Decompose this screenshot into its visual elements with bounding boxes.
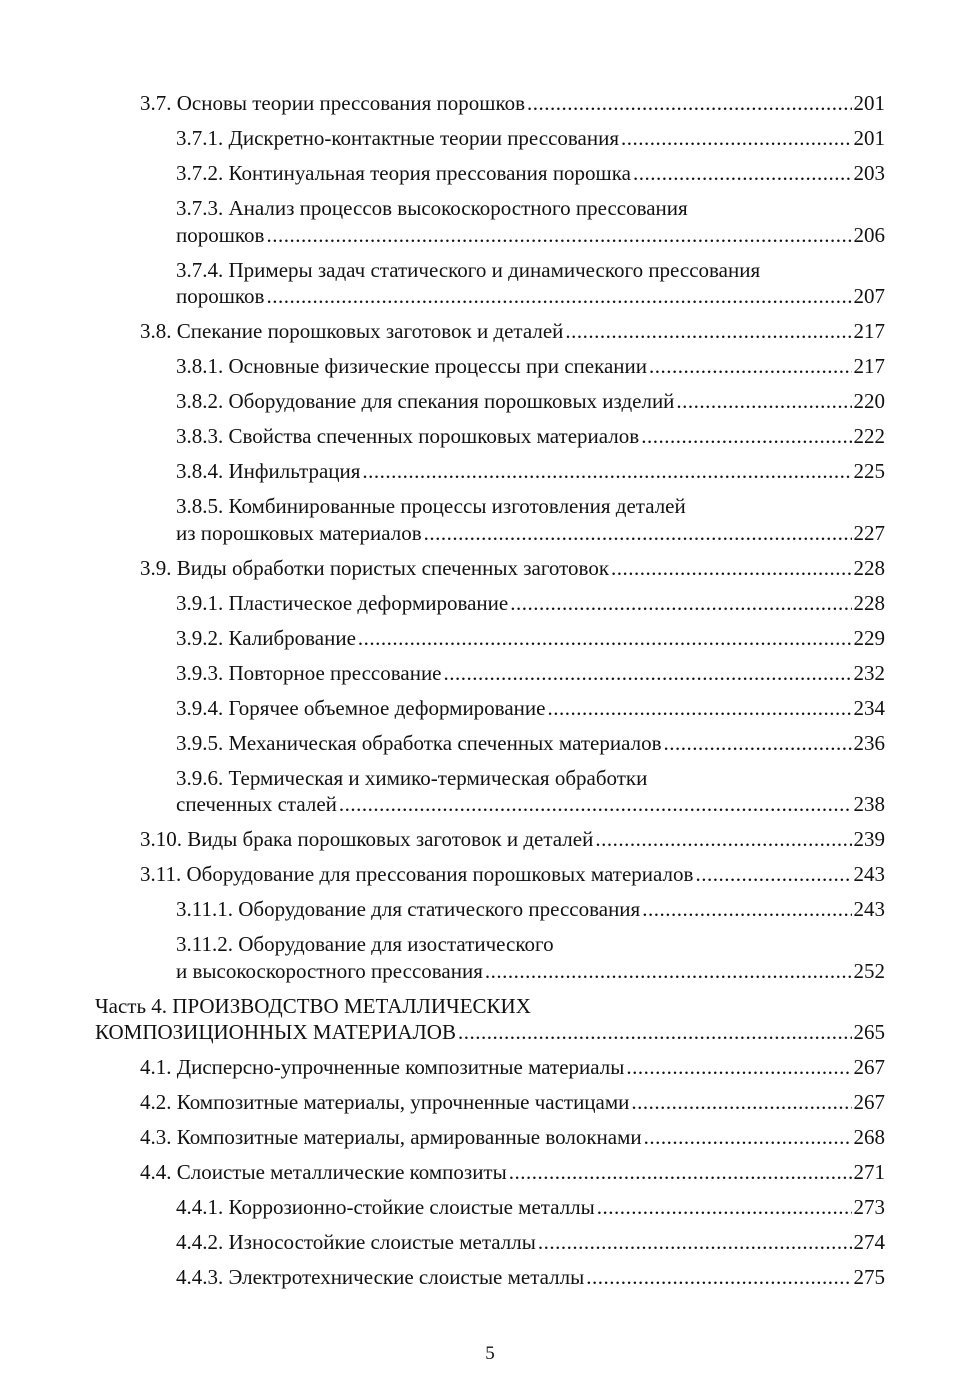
toc-entry[interactable]: [176, 730, 885, 757]
toc-entry-page: 267: [853, 1055, 885, 1079]
dot-leader: [266, 222, 851, 249]
dot-leader: [266, 283, 851, 310]
toc-entry-title: порошков: [176, 284, 265, 308]
toc-entry[interactable]: [176, 896, 885, 923]
toc-entry-page: 268: [853, 1125, 885, 1149]
dot-leader: [444, 660, 852, 687]
toc-entry[interactable]: [176, 625, 885, 652]
dot-leader: [676, 388, 851, 415]
toc-entry-title: и высокоскоростного прессования: [176, 958, 483, 983]
dot-leader: [424, 520, 852, 547]
toc-entry[interactable]: [176, 1194, 885, 1221]
dot-leader: [565, 318, 851, 345]
toc-entry-page: 220: [853, 389, 885, 413]
toc-entry-page: 238: [853, 792, 885, 816]
toc-entry[interactable]: [176, 1264, 885, 1291]
toc-entry-title: 4.2. Композитные материалы, упрочненные частицами: [140, 1090, 630, 1114]
toc-entry-page: 239: [853, 827, 885, 851]
toc-entry-title-line: 3.11.2. Оборудование для изостатического: [176, 932, 554, 956]
toc-entry-page: 234: [853, 695, 885, 720]
table-of-contents: [0, 90, 980, 1299]
toc-entry-title: 3.9.2. Калибрование: [176, 625, 356, 650]
toc-entry-title: 3.8.1. Основные физические процессы при спекании: [176, 354, 648, 378]
toc-entry-title-line: Часть 4. ПРОИЗВОДСТВО МЕТАЛЛИЧЕСКИХ: [95, 993, 531, 1018]
dot-leader: [633, 160, 852, 187]
dot-leader: [538, 1229, 852, 1256]
dot-leader: [626, 1054, 851, 1081]
toc-entry[interactable]: [176, 388, 885, 415]
toc-entry-page: 222: [853, 424, 885, 448]
toc-entry[interactable]: [140, 1124, 885, 1151]
toc-entry[interactable]: [176, 195, 885, 248]
dot-leader: [509, 1159, 852, 1186]
toc-entry-page: 201: [853, 126, 885, 150]
toc-entry-page: 273: [853, 1195, 885, 1219]
toc-entry[interactable]: [176, 931, 885, 984]
dot-leader: [595, 826, 851, 853]
toc-entry-title: порошков: [176, 222, 265, 247]
toc-entry[interactable]: [140, 1159, 885, 1186]
toc-entry[interactable]: [176, 590, 885, 617]
dot-leader: [621, 125, 851, 152]
toc-entry-title: КОМПОЗИЦИОННЫХ МАТЕРИАЛОВ: [95, 1020, 456, 1044]
toc-entry-page: 274: [853, 1230, 885, 1254]
toc-entry-title-line: 3.8.5. Комбинированные процессы изготовления деталей: [176, 494, 686, 518]
dot-leader: [642, 896, 851, 923]
toc-entry-title: 3.8. Спекание порошковых заготовок и деталей: [140, 319, 564, 343]
toc-entry-title-line: 3.9.6. Термическая и химико-термическая обработки: [176, 765, 648, 790]
toc-entry[interactable]: [140, 1089, 885, 1116]
toc-entry-page: 207: [853, 284, 885, 308]
toc-entry-title: 4.1. Дисперсно-упрочненные композитные материалы: [140, 1055, 625, 1079]
toc-entry-page: 228: [853, 590, 885, 615]
toc-entry-title: 4.4.2. Износостойкие слоистые металлы: [176, 1230, 536, 1254]
toc-entry[interactable]: [176, 458, 885, 485]
dot-leader: [362, 458, 851, 485]
toc-entry-title: из порошковых материалов: [176, 520, 422, 545]
dot-leader: [663, 730, 851, 757]
toc-entry[interactable]: [140, 318, 885, 345]
toc-entry-page: 236: [853, 730, 885, 755]
toc-entry-page: 265: [853, 1020, 885, 1044]
toc-entry-page: 227: [853, 520, 885, 545]
toc-entry[interactable]: [176, 765, 885, 818]
toc-entry-page: 206: [853, 222, 885, 247]
toc-entry[interactable]: [176, 160, 885, 187]
toc-entry[interactable]: [176, 660, 885, 687]
toc-entry-page: 228: [853, 555, 885, 580]
toc-entry-title: 3.8.3. Свойства спеченных порошковых материалов: [176, 424, 640, 448]
toc-entry-page: 203: [853, 161, 885, 185]
toc-entry[interactable]: [176, 493, 885, 546]
toc-entry-title: 3.7.2. Континуальная теория прессования порошка: [176, 161, 631, 185]
dot-leader: [631, 1089, 851, 1116]
dot-leader: [510, 590, 851, 617]
toc-entry-title-line: 3.7.4. Примеры задач статического и динамического прессования: [176, 257, 761, 282]
toc-entry-page: 232: [853, 660, 885, 685]
toc-entry[interactable]: [140, 90, 885, 117]
toc-entry[interactable]: [140, 861, 885, 888]
toc-entry-page: 201: [853, 91, 885, 115]
dot-leader: [586, 1264, 851, 1291]
toc-entry-title: 3.9. Виды обработки пористых спеченных заготовок: [140, 555, 610, 580]
dot-leader: [597, 1194, 852, 1221]
toc-entry[interactable]: [140, 1054, 885, 1081]
toc-entry-title: 3.10. Виды брака порошковых заготовок и деталей: [140, 827, 594, 851]
toc-entry[interactable]: [95, 993, 885, 1046]
dot-leader: [611, 555, 851, 582]
toc-entry-page: 217: [853, 319, 885, 343]
toc-entry[interactable]: [140, 826, 885, 853]
dot-leader: [527, 90, 851, 117]
dot-leader: [547, 695, 851, 722]
toc-entry-title: спеченных сталей: [176, 792, 337, 816]
dot-leader: [641, 423, 851, 450]
toc-entry-title: 3.7. Основы теории прессования порошков: [140, 91, 526, 115]
dot-leader: [695, 861, 851, 888]
toc-entry-title: 4.4. Слоистые металлические композиты: [140, 1160, 507, 1184]
toc-entry-title: 4.3. Композитные материалы, армированные волокнами: [140, 1125, 642, 1149]
toc-entry-page: 225: [853, 459, 885, 483]
toc-entry-page: 275: [853, 1265, 885, 1289]
toc-entry-title: 3.9.5. Механическая обработка спеченных материалов: [176, 730, 662, 755]
toc-entry-page: 243: [853, 862, 885, 886]
toc-entry-page: 229: [853, 625, 885, 650]
toc-entry-page: 252: [853, 958, 885, 983]
dot-leader: [644, 1124, 852, 1151]
toc-entry-title: 3.7.1. Дискретно-контактные теории прессования: [176, 126, 620, 150]
toc-entry-page: 243: [853, 897, 885, 921]
toc-entry-title: 3.9.4. Горячее объемное деформирование: [176, 695, 546, 720]
toc-entry-page: 267: [853, 1090, 885, 1114]
dot-leader: [649, 353, 851, 380]
toc-entry-title: 3.9.3. Повторное прессование: [176, 660, 442, 685]
toc-entry-title: 4.4.1. Коррозионно-стойкие слоистые металлы: [176, 1195, 595, 1219]
toc-entry-title: 3.9.1. Пластическое деформирование: [176, 590, 509, 615]
toc-entry-page: 217: [853, 354, 885, 378]
toc-entry-title: 3.8.4. Инфильтрация: [176, 459, 361, 483]
toc-entry[interactable]: [176, 125, 885, 152]
dot-leader: [485, 958, 852, 985]
toc-entry-title: 3.11. Оборудование для прессования порошковых материалов: [140, 862, 694, 886]
toc-entry-title: 4.4.3. Электротехнические слоистые металлы: [176, 1265, 585, 1289]
toc-entry[interactable]: [176, 353, 885, 380]
toc-entry[interactable]: [176, 1229, 885, 1256]
dot-leader: [458, 1019, 852, 1046]
toc-entry[interactable]: [140, 555, 885, 582]
dot-leader: [339, 791, 852, 818]
dot-leader: [358, 625, 852, 652]
toc-entry[interactable]: [176, 257, 885, 310]
toc-entry-title: 3.8.2. Оборудование для спекания порошковых изделий: [176, 389, 675, 413]
toc-entry[interactable]: [176, 695, 885, 722]
toc-entry-title: 3.11.1. Оборудование для статического прессования: [176, 897, 641, 921]
toc-entry-page: 271: [853, 1160, 885, 1184]
page-number: 5: [485, 1343, 495, 1364]
toc-entry[interactable]: [176, 423, 885, 450]
toc-entry-title-line: 3.7.3. Анализ процессов высокоскоростного прессования: [176, 196, 688, 220]
